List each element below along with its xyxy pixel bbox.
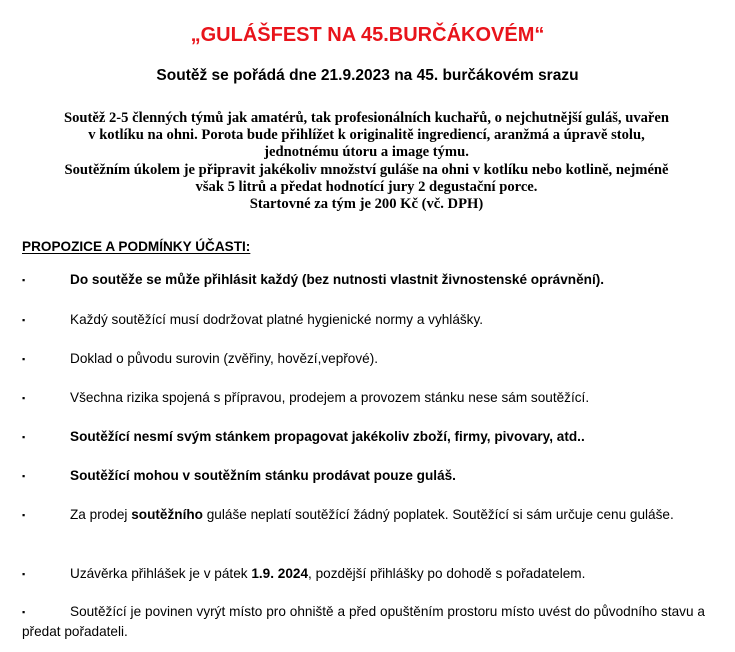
intro-paragraph: [18, 110, 715, 213]
rule-text: guláše neplatí soutěžící žádný poplatek. Soutěžící si sám určuje cenu guláše.: [206, 507, 674, 522]
rule-item: [22, 310, 705, 330]
rule-item: [22, 602, 705, 642]
event-date-subtitle: Soutěž se pořádá dne 21.9.2023 na 45. burčákovém srazu: [156, 67, 579, 84]
intro-line: však 5 litrů a předat hodnotící jury 2 degustační porce.: [195, 178, 538, 195]
rule-text: Soutěžící je povinen vyrýt místo pro ohniště a před opuštěním prostoru místo uvést do původního stavu a předat pořadateli.: [22, 604, 705, 639]
rule-text-emphasis: soutěžního: [131, 507, 203, 522]
bullet-icon: ▪: [22, 607, 26, 617]
rule-text: Každý soutěžící musí dodržovat platné hygienické normy a vyhlášky.: [70, 312, 484, 327]
rule-text: Všechna rizika spojená s přípravou, prodejem a provozem stánku nese sám soutěžící.: [70, 390, 590, 405]
intro-line: v kotlíku na ohni. Porota bude přihlížet k originalitě ingrediencí, aranžmá a úpravě stolu,: [88, 127, 645, 144]
rule-text: Doklad o původu surovin (zvěřiny, hovězí,vepřové).: [70, 351, 379, 366]
rule-item: [22, 466, 705, 486]
bullet-icon: ▪: [22, 510, 26, 520]
rule-item: [22, 270, 705, 290]
rule-text: Za prodej: [70, 507, 128, 522]
rule-item: [22, 427, 705, 447]
intro-line: Soutěžním úkolem je připravit jakékoliv množství guláše na ohni v kotlíku nebo kotlině, nejméně: [64, 161, 669, 178]
section-heading: PROPOZICE A PODMÍNKY ÚČASTI:: [22, 239, 251, 254]
bullet-icon: ▪: [22, 354, 26, 364]
rule-deadline-date: 1.9. 2024: [251, 566, 309, 581]
bullet-icon: ▪: [22, 432, 26, 442]
rule-text: Do soutěže se může přihlásit každý (bez nutnosti vlastnit živnostenské oprávnění).: [70, 272, 605, 287]
intro-line: jednotnému útoru a image týmu.: [264, 144, 469, 161]
bullet-icon: ▪: [22, 569, 26, 579]
rule-item: [22, 388, 705, 408]
rule-text: , pozdější přihlášky po dohodě s pořadatelem.: [308, 566, 586, 581]
intro-line: Startovné za tým je 200 Kč (vč. DPH): [249, 196, 484, 213]
intro-line: Soutěž 2-5 členných týmů jak amatérů, tak profesionálních kuchařů, o nejchutnější guláš, uvařen: [64, 110, 669, 126]
rule-item: [22, 564, 705, 584]
rule-item: [22, 505, 705, 525]
bullet-icon: ▪: [22, 471, 26, 481]
page-title: „GULÁŠFEST NA 45.BURČÁKOVÉM“: [190, 24, 545, 46]
bullet-icon: ▪: [22, 275, 26, 285]
rule-text: Soutěžící mohou v soutěžním stánku prodávat pouze guláš.: [70, 468, 456, 483]
bullet-icon: ▪: [22, 393, 26, 403]
rule-item: [22, 349, 705, 369]
bullet-icon: ▪: [22, 315, 26, 325]
rule-text: Soutěžící nesmí svým stánkem propagovat jakékoliv zboží, firmy, pivovary, atd..: [70, 429, 585, 444]
rule-text: Uzávěrka přihlášek je v pátek: [70, 566, 248, 581]
